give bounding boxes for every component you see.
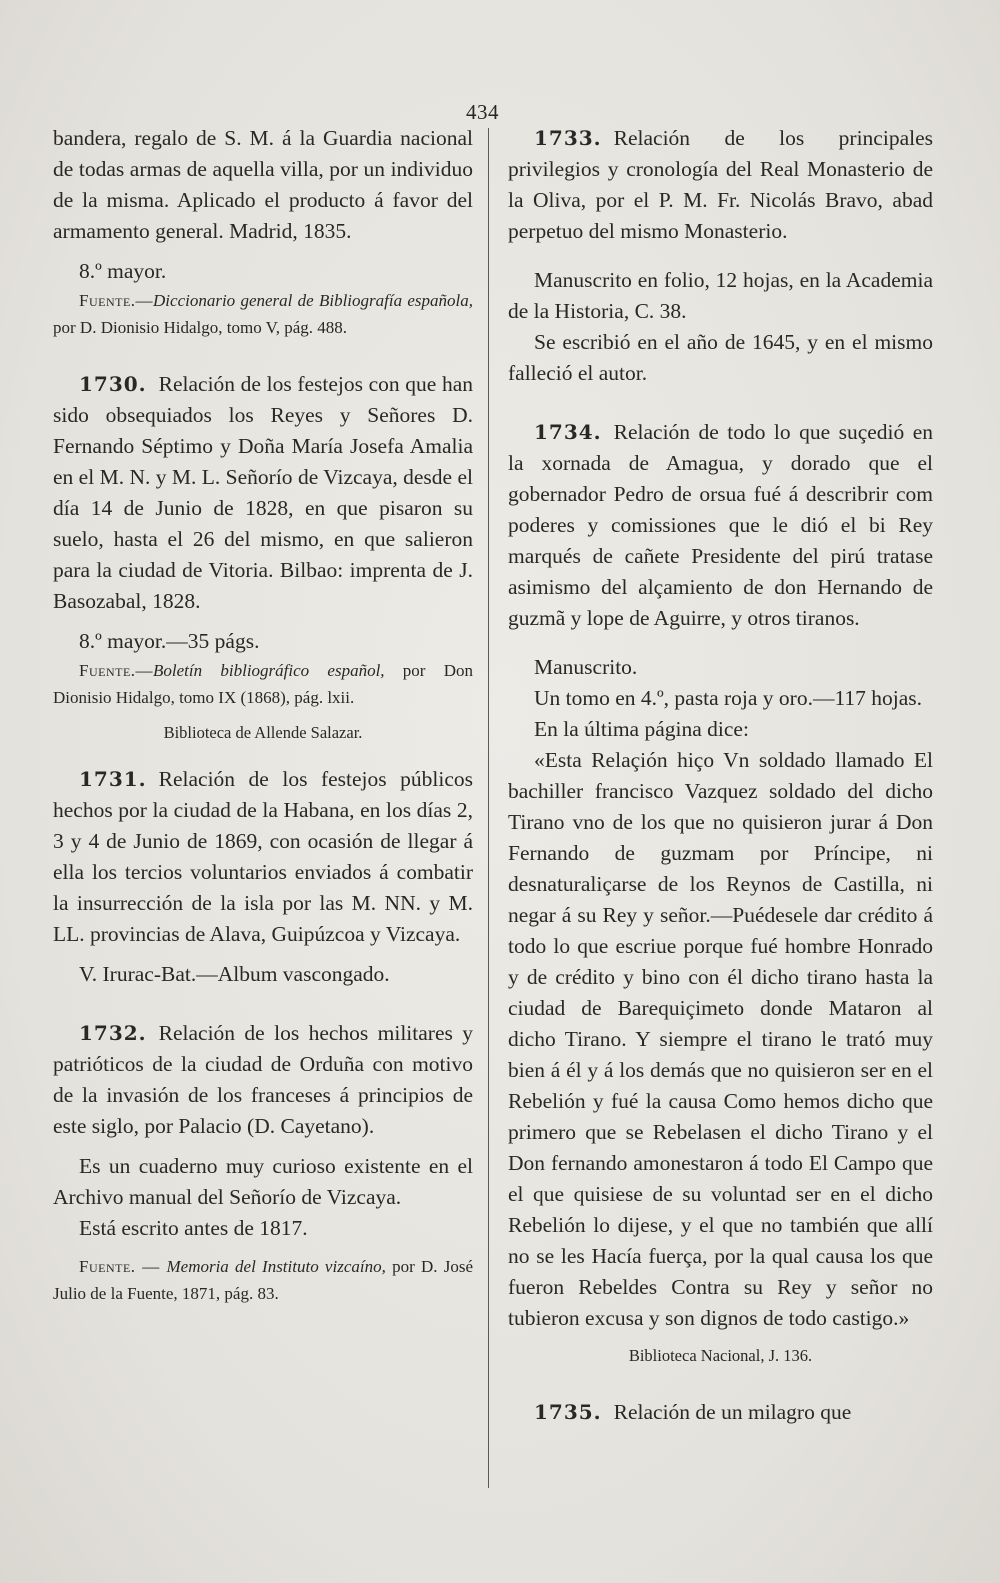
entry-1731 xyxy=(53,764,473,950)
source-title: Boletín bibliográfico español, xyxy=(153,661,385,680)
entry-text: Relación de los festejos con que han sido obsequiados los Reyes y Señores D. Fernando Séptimo y Doña María Josefa Amalia en el M. N. y M. L. Señorío de Vizcaya, desde el día 14 de Junio de 1828, en que pisaron su suelo, hasta el 26 del mismo, en que salieron para la ciudad de Vitoria. Bilbao: imprenta de J. Basozabal, 1828. xyxy=(53,372,473,613)
source-title: Diccionario general de Bibliografía española, xyxy=(153,291,473,310)
format-note: 8.º mayor.—35 págs. xyxy=(79,629,260,653)
entry-text: Relación de los festejos públicos hechos por la ciudad de la Habana, en los días 2, 3 y 4 de Junio de 1869, con ocasión de llegar á ella los tercios voluntarios enviados á combatir la insurrección de la isla por las M. NN. y M. LL. provincias de Alava, Guipúzcoa y Vizcaya. xyxy=(53,767,473,946)
note: Manuscrito. xyxy=(534,655,638,679)
library-note: Biblioteca Nacional, J. 136. xyxy=(628,1346,813,1365)
entry-number: 1731. xyxy=(79,767,147,791)
page-number: 434 xyxy=(466,100,499,124)
format-note: 8.º mayor. xyxy=(79,259,167,283)
left-column xyxy=(53,123,473,1307)
note: En la última página dice: xyxy=(534,717,749,741)
source-citation xyxy=(53,1253,473,1307)
entry-number: 1735. xyxy=(534,1400,602,1424)
column-divider xyxy=(488,128,489,1488)
entry-text: Relación de los hechos militares y patrióticos de la ciudad de Orduña con motivo de la invasión de los franceses á principios de este siglo, por Palacio (D. Cayetano). xyxy=(53,1021,473,1138)
right-column xyxy=(508,123,933,1428)
quotation: «Esta Relaçión hiço Vn soldado llamado El bachiller francisco Vazquez soldado del dicho Tirano vno de los que no quisieron jurar á Don Fernando de guzmam por Príncipe, ni desnaturaliçarse de los Reynos de Castilla, ni negar á su Rey y señor.—Puédesele dar crédito á todo lo que escriue porque fué hombre Honrado y de crédito y bino con él dicho tirano hasta la ciudad de Barequiçimeto donde Mataron al dicho Tirano. Y siempre el tirano le trató muy bien á él y á los demás que no quisieron ser en el Rebelión y fué la causa Como hemos dicho que primero que se Rebelasen el dicho Tirano y el Don fernando amonestaron á todo El Campo que el que quisiese de su voluntad ser en el dicho Rebelión lo dijese, y el que no también que allí no se les Hacía fuerça, por la qual causa los que fueron Rebeldes Contra su Rey y señor no tubieron excusa y son dignos de todo castigo.» xyxy=(508,748,933,1330)
note: Manuscrito en folio, 12 hojas, en la Academia de la Historia, C. 38. xyxy=(508,268,933,323)
entry-number: 1730. xyxy=(79,372,147,396)
note: Está escrito antes de 1817. xyxy=(79,1216,308,1240)
entry-1734 xyxy=(508,417,933,634)
entry-text: Relación de todo lo que suçedió en la xornada de Amagua, y dorado que el gobernador Pedro de orsua fué á describrir com poderes y comissiones que le dió el bi Rey marqués de cañete Presidente del pirú tratase asimismo del alçamiento de don Hernando de guzmã y lope de Aguirre, y otros tiranos. xyxy=(508,420,933,630)
entry-text: Relación de un milagro que xyxy=(613,1400,852,1424)
source-citation xyxy=(53,287,473,341)
source-label: Fuente.— xyxy=(79,291,154,310)
source-detail: por D. José Julio de la Fuente, 1871, pág. 83. xyxy=(53,1257,473,1303)
library-note: Biblioteca de Allende Salazar. xyxy=(163,723,363,742)
entry-number: 1734. xyxy=(534,420,602,444)
source-citation xyxy=(53,657,473,711)
entry-text: Relación de los principales privilegios y cronología del Real Monasterio de la Oliva, por el P. M. Fr. Nicolás Bravo, abad perpetuo del mismo Monasterio. xyxy=(508,126,933,243)
source-label: Fuente. — xyxy=(79,1257,167,1276)
continued-paragraph: bandera, regalo de S. M. á la Guardia nacional de todas armas de aquella villa, por un individuo de la misma. Aplicado el producto á favor del armamento general. Madrid, 1835. xyxy=(53,126,473,243)
entry-1735 xyxy=(508,1397,933,1428)
source-title: Memoria del Instituto vizcaíno, xyxy=(166,1257,386,1276)
entry-1732 xyxy=(53,1018,473,1142)
entry-number: 1732. xyxy=(79,1021,147,1045)
source-label: Fuente.— xyxy=(79,661,154,680)
note: Se escribió en el año de 1645, y en el mismo falleció el autor. xyxy=(508,330,933,385)
entry-1730 xyxy=(53,369,473,617)
source-detail: por Don Dionisio Hidalgo, tomo IX (1868), pág. lxii. xyxy=(53,661,473,707)
entry-1733 xyxy=(508,123,933,247)
cross-reference: V. Irurac-Bat.—Album vascongado. xyxy=(79,962,390,986)
source-detail: por D. Dionisio Hidalgo, tomo V, pág. 488. xyxy=(53,318,348,337)
note: Un tomo en 4.º, pasta roja y oro.—117 hojas. xyxy=(534,686,923,710)
entry-number: 1733. xyxy=(534,126,602,150)
note: Es un cuaderno muy curioso existente en el Archivo manual del Señorío de Vizcaya. xyxy=(53,1154,473,1209)
